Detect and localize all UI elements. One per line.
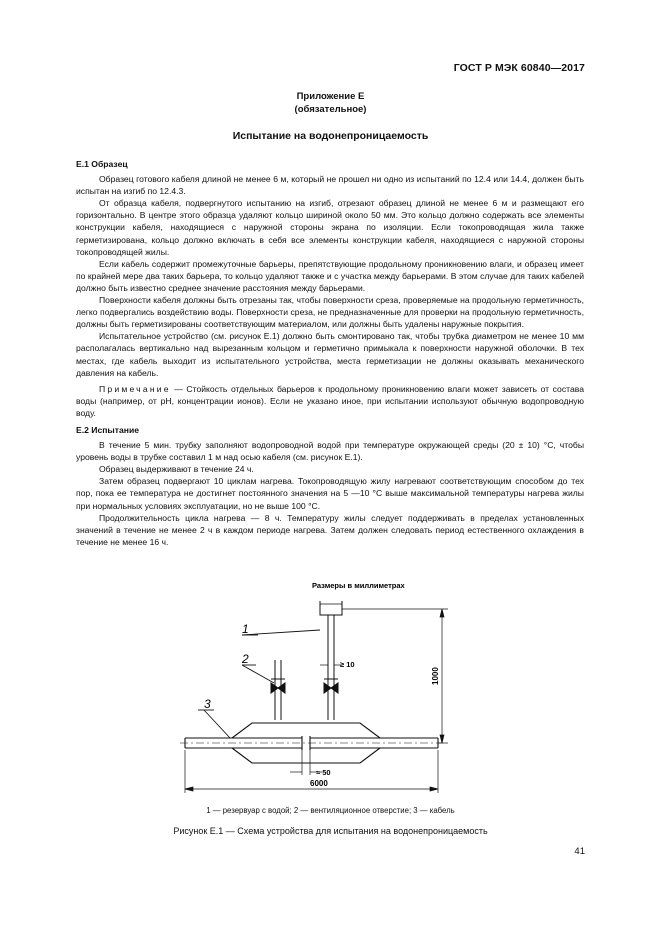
dim-length: 6000	[310, 779, 328, 788]
figure-e1	[170, 575, 470, 800]
cable	[180, 736, 443, 750]
appendix-status: (обязательное)	[294, 104, 367, 115]
paragraph: Продолжительность цикла нагрева — 8 ч. Температуру жилы следует поддерживать в пределах установленных значений в течение не менее 2 ч в каждом периоде нагрева. Затем должен следовать период естественного охлаждения в течение не менее 16 ч.	[76, 512, 584, 547]
note	[76, 383, 584, 419]
paragraph: Затем образец подвергают 10 циклам нагрева. Токопроводящую жилу нагревают соответствующим способом до тех пор, пока ее температура не достигнет постоянного значения на 5 —10 °С выше максимальной температуры нагрева жилы при нормальных условиях эксплуатации, но не выше 100 °С.	[76, 476, 584, 511]
paragraph: Образец выдерживают в течение 24 ч.	[99, 464, 254, 475]
standard-code: ГОСТ Р МЭК 60840—2017	[453, 62, 585, 74]
paragraph: В течение 5 мин. трубку заполняют водопроводной водой при температуре окружающей среды (20 ± 10) °С, чтобы уровень воды в трубке составил 1 м над осью кабеля (см. рисунок Е.1).	[76, 440, 584, 463]
label-3: 3	[204, 697, 211, 711]
water-reservoir	[320, 601, 342, 655]
figure-caption: Рисунок Е.1 — Схема устройства для испытания на водонепроницаемость	[173, 826, 488, 836]
page-number: 41	[574, 846, 585, 857]
appendix-heading: Испытание на водонепроницаемость	[232, 130, 429, 142]
dim-tube-diameter: ≥ 10	[340, 660, 355, 669]
dims-note: Размеры в миллиметрах	[312, 581, 405, 590]
appendix-title: Приложение Е	[296, 91, 365, 102]
section-e2-heading: Е.2 Испытание	[76, 424, 140, 435]
label-1: 1	[242, 622, 249, 636]
paragraph: От образца кабеля, подвергнутого испытанию на изгиб, отрезают образец длиной не менее 6 м и размещают его горизонтально. В центре этого образца удаляют кольцо шириной около 50 мм. Это кольцо должно содержать все элементы конструкции кабеля, находящиеся с наружной стороны экрана по изоляции. Если токопроводящая жила также герметизирована, кольцо должно включать в себя все элементы конструкции кабеля, находящиеся с наружной стороны токопроводящей жилы.	[76, 198, 584, 257]
paragraph: Образец готового кабеля длиной не менее 6 м, который не прошел ни одно из испытаний по 12.4 или 14.4, должен быть испытан на изгиб по 12.4.3.	[76, 174, 584, 197]
paragraph: Испытательное устройство (см. рисунок Е.1) должно быть смонтировано так, чтобы трубка диаметром не менее 10 мм располагалась вертикально над вырезанным кольцом и герметично примыкала к поверхности наружной оболочки. В тех местах, где кабель выходит из испытательного устройства, места герметизации не должны оказывать механического давления на кабель.	[76, 331, 584, 378]
figure-legend: 1 — резервуар с водой; 2 — вентиляционное отверстие; 3 — кабель	[206, 806, 455, 815]
dim-height: 1000	[431, 667, 440, 685]
body-text	[76, 158, 584, 548]
section-e1-heading: Е.1 Образец	[76, 159, 128, 169]
vent-tube	[271, 660, 285, 720]
test-setup-diagram	[170, 575, 470, 800]
note-text: — Стойкость отдельных барьеров к продольному проникновению влаги может зависеть от состава воды (например, от pH, концентрации ионов). Если не указано иное, при испытании используют обычную водопроводную воду.	[76, 383, 584, 418]
paragraph: Если кабель содержит промежуточные барьеры, препятствующие продольному проникновению влаги, и образец имеет по крайней мере два таких барьера, то кольцо удаляют также и с участка между барьерами. В этом случае для таких кабелей должно быть известно среднее значение расстояния между барьерами.	[76, 258, 584, 293]
label-2: 2	[242, 652, 249, 666]
note-label: Примечание	[99, 383, 171, 394]
dim-ring-width: ≈ 50	[316, 768, 331, 777]
paragraph: Поверхности кабеля должны быть отрезаны так, чтобы поверхности среза, проверяемые на продольную герметичность, легко подвергались воздействию воды. Поверхности среза, не предназначенные для проверки на продольную герметичность, должны быть герметизированы соответствующим материалом, или должны быть удалены наружные покрытия.	[76, 295, 584, 330]
